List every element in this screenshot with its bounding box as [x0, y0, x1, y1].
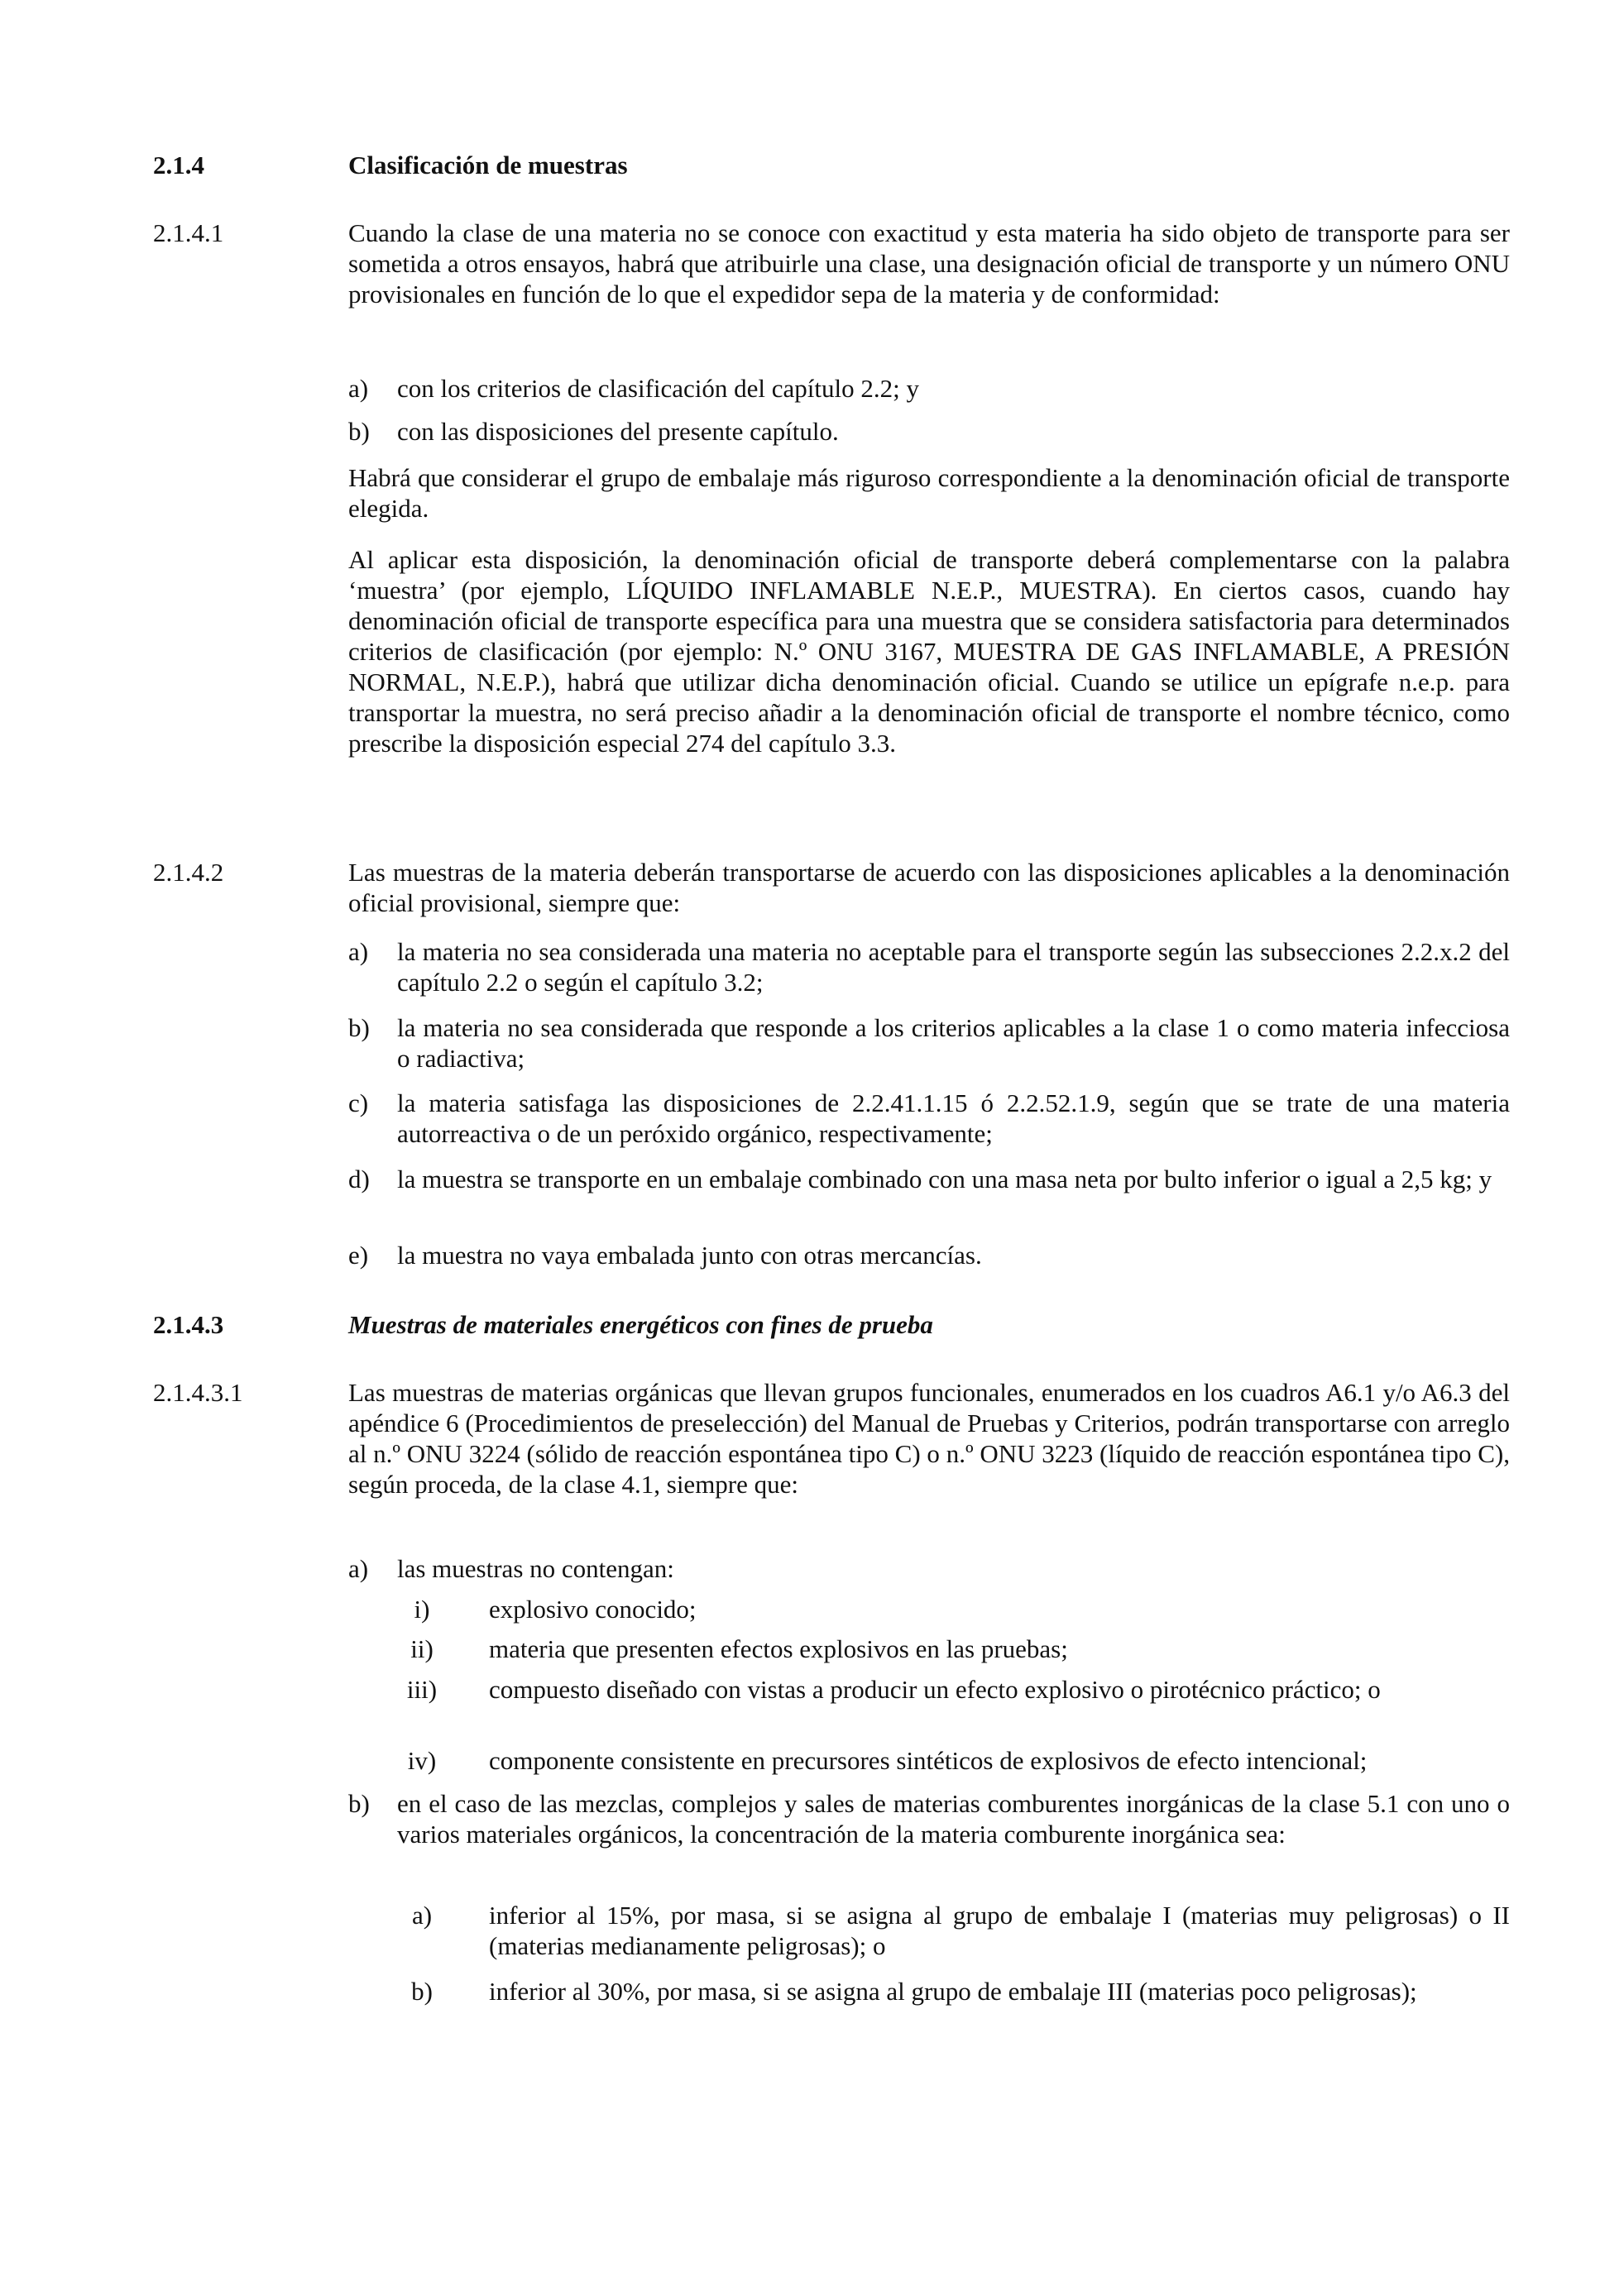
sub-list-label: a) [411, 1901, 433, 1930]
sub-list-label: i) [414, 1595, 430, 1624]
paragraph: Al aplicar esta disposición, la denominación oficial de transporte deberá complementarse con la palabra ‘muestra’ (por ejemplo, LÍQUIDO INFLAMABLE N.E.P., MUESTRA). En ciertos casos, cuando hay denominación oficial de transporte específica para una muestra que se considera satisfactoria para determinados criterios de clasificación (por ejemplo: N.º ONU 3167, MUESTRA DE GAS INFLAMABLE, A PRESIÓN NORMAL, N.E.P.), habrá que utilizar dicha denominación oficial. Cuando se utilice un epígrafe n.e.p. para transportar la muestra, no será preciso añadir a la denominación oficial de transporte el nombre técnico, como prescribe la disposición especial 274 del capítulo 3.3. [348, 545, 1510, 758]
paragraph: Habrá que considerar el grupo de embalaje más riguroso correspondiente a la denominación oficial de transporte elegida. [348, 463, 1510, 523]
list-label: c) [348, 1088, 369, 1117]
paragraph: Cuando la clase de una materia no se conoce con exactitud y esta materia ha sido objeto de transporte para ser sometida a otros ensayos, habrá que atribuirle una clase, una designación oficial de transporte y un número ONU provisionales en función de lo que el expedidor sepa de la materia y de conformidad: [348, 218, 1510, 309]
list-label: d) [348, 1165, 370, 1193]
sub-list-text: compuesto diseñado con vistas a producir un efecto explosivo o pirotécnico práctico; o [489, 1675, 1381, 1704]
list-text: las muestras no contengan: [397, 1554, 674, 1583]
list-label: a) [348, 1554, 369, 1583]
list-text: la materia satisfaga las disposiciones de 2.2.41.1.15 ó 2.2.52.1.9, según que se trate de una materia autorreactiva o de un peróxido orgánico, respectivamente; [397, 1088, 1510, 1148]
sub-list-label: iii) [406, 1675, 438, 1704]
list-text: con los criterios de clasificación del capítulo 2.2; y [397, 374, 919, 403]
paragraph: Las muestras de la materia deberán transportarse de acuerdo con las disposiciones aplicables a la denominación oficial provisional, siempre que: [348, 858, 1510, 917]
list-text: la muestra no vaya embalada junto con otras mercancías. [397, 1241, 982, 1270]
sub-list-label: b) [411, 1977, 433, 2006]
list-label: e) [348, 1241, 369, 1270]
list-text: la muestra se transporte en un embalaje combinado con una masa neta por bulto inferior o igual a 2,5 kg; y [397, 1165, 1492, 1193]
list-text: en el caso de las mezclas, complejos y sales de materias comburentes inorgánicas de la clase 5.1 con uno o varios materiales orgánicos, la concentración de la materia comburente inorgánica sea: [397, 1789, 1510, 1849]
sub-list-text: materia que presenten efectos explosivos en las pruebas; [489, 1634, 1068, 1663]
list-label: b) [348, 1789, 370, 1818]
section-number: 2.1.4.3.1 [153, 1378, 243, 1407]
section-number: 2.1.4 [153, 151, 204, 179]
sub-list-text: explosivo conocido; [489, 1595, 697, 1624]
sub-list-label: ii) [410, 1634, 434, 1663]
sub-list-label: iv) [407, 1746, 437, 1775]
section-number: 2.1.4.3 [153, 1310, 224, 1339]
sub-list-text: inferior al 15%, por masa, si se asigna al grupo de embalaje I (materias muy peligrosas) o II (materias medianamente peligrosas); o [489, 1901, 1510, 1960]
list-label: a) [348, 937, 369, 966]
section-title: Clasificación de muestras [348, 151, 628, 179]
list-text: la materia no sea considerada que responde a los criterios aplicables a la clase 1 o como materia infecciosa o radiactiva; [397, 1013, 1510, 1073]
section-title: Muestras de materiales energéticos con fines de prueba [348, 1310, 933, 1339]
list-text: con las disposiciones del presente capítulo. [397, 417, 839, 446]
section-number: 2.1.4.2 [153, 858, 224, 887]
list-text: la materia no sea considerada una materia no aceptable para el transporte según las subsecciones 2.2.x.2 del capítulo 2.2 o según el capítulo 3.2; [397, 937, 1510, 997]
sub-list-text: componente consistente en precursores sintéticos de explosivos de efecto intencional; [489, 1746, 1368, 1775]
list-label: b) [348, 417, 370, 446]
sub-list-text: inferior al 30%, por masa, si se asigna al grupo de embalaje III (materias poco peligrosas); [489, 1977, 1417, 2006]
list-label: a) [348, 374, 369, 403]
section-number: 2.1.4.1 [153, 218, 224, 247]
paragraph: Las muestras de materias orgánicas que llevan grupos funcionales, enumerados en los cuadros A6.1 y/o A6.3 del apéndice 6 (Procedimientos de preselección) del Manual de Pruebas y Criterios, podrán transportarse con arreglo al n.º ONU 3224 (sólido de reacción espontánea tipo C) o n.º ONU 3223 (líquido de reacción espontánea tipo C), según proceda, de la clase 4.1, siempre que: [348, 1378, 1510, 1499]
list-label: b) [348, 1013, 370, 1042]
